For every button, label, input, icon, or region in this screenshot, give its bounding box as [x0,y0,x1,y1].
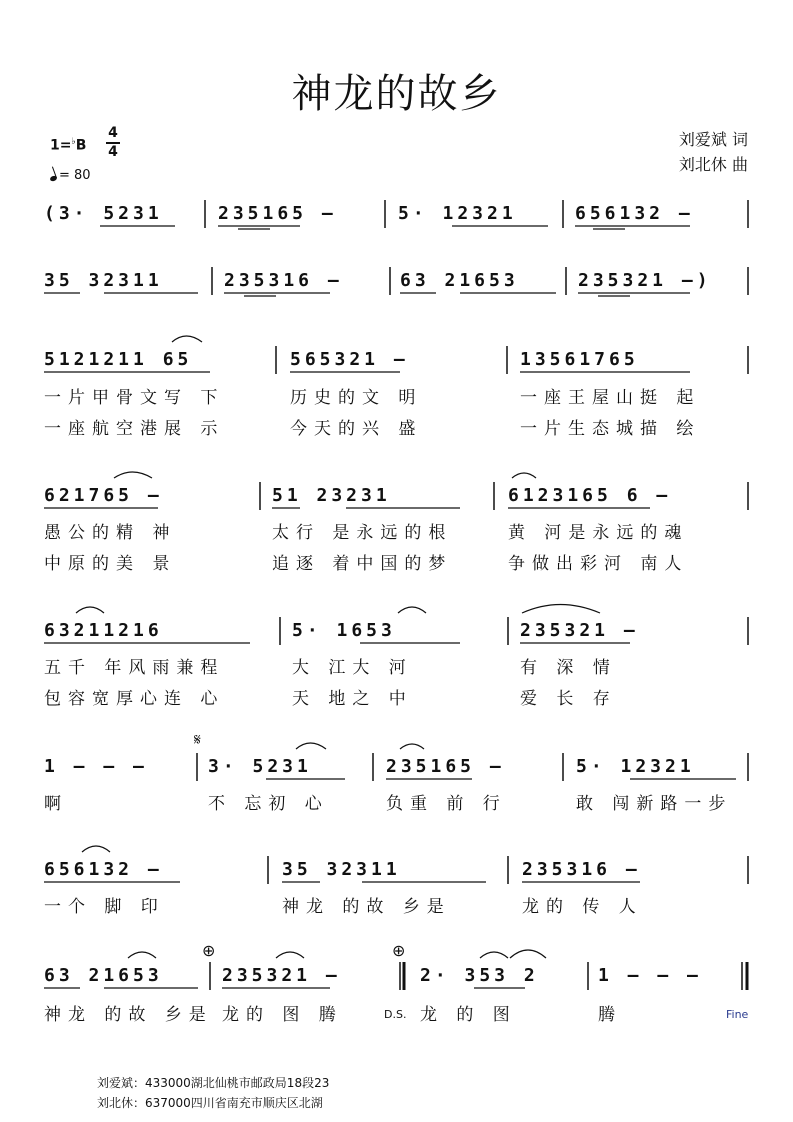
measure: 5· 1653 [292,620,396,641]
lyric: 一片生态城描 绘 [520,419,701,439]
measure: 235165 – [386,756,505,777]
lyric: 天 地之 中 [292,689,413,709]
lyric: 五千 年风雨兼程 [44,658,225,678]
lyric: 一个 脚 印 [44,897,165,917]
lyric: 愚公的精 神 [44,523,177,543]
coda-icon: ⊕ [392,941,406,960]
lyric: 历史的文 明 [290,388,423,408]
lyric: 一片甲骨文写 下 [44,388,225,408]
measure: 51 23231 [272,485,391,506]
lyric: 啊 [44,794,68,814]
measure: 656132 – [575,203,694,224]
measure: 621765 – [44,485,163,506]
time-signature: 4 4 [106,126,120,160]
measure: 235316 – [224,270,343,291]
measure: 13561765 [520,349,639,370]
lyric: 龙的 传 人 [522,897,643,917]
lyric: 腾 [598,1005,622,1025]
lyric: 中原的美 景 [44,554,177,574]
measure: 35 32311 [44,270,163,291]
measure: 35 32311 [282,859,401,880]
lyricist-address: 刘爱斌：433000湖北仙桃市邮政局18段23 [97,1076,330,1090]
segno-icon: 𝄋 [194,730,201,749]
da-segno-mark: D.S. [384,1008,407,1021]
measure: 3· 5231 [208,756,312,777]
lyric: 今天的兴 盛 [290,419,423,439]
measure: (3· 5231 [44,203,163,224]
measure: 6123165 6 – [508,485,672,506]
lyric: 有 深 情 [520,658,617,678]
lyric: 不 忘初 心 [208,794,329,814]
measure: 5· 12321 [576,756,695,777]
measure: 63 21653 [44,965,163,986]
measure: 235321 – [520,620,639,641]
lyric: 负重 前 行 [386,794,507,814]
measure: 656132 – [44,859,163,880]
lyric: 龙 的 图 [420,1005,517,1025]
measure: 63 21653 [400,270,519,291]
key-signature: 1=♭B [50,137,87,154]
measure: 235321 – [222,965,341,986]
measure: 235165 – [218,203,337,224]
lyric: 太行 是永远的根 [272,523,453,543]
lyricist-credit: 刘爱斌 词 [678,130,748,149]
lyric: 黄 河是永远的魂 [508,523,689,543]
lyric: 龙的 图 腾 [222,1005,343,1025]
lyric: 争做出彩河 南人 [508,554,689,574]
composer-credit: 刘北休 曲 [678,155,748,174]
measure: 2· 353 2 [420,965,539,986]
measure: 5121211 65 [44,349,193,370]
fine-mark: Fine [726,1008,749,1021]
tempo-marking: = 80 [50,168,91,183]
coda-icon: ⊕ [202,941,216,960]
measure: 235321 –) [578,270,712,291]
lyric: 一座航空港展 示 [44,419,225,439]
lyric: 爱 长 存 [520,689,617,709]
lyric: 追逐 着中国的梦 [272,554,453,574]
lyric: 一座王屋山挺 起 [520,388,701,408]
measure: 1 – – – [44,756,148,777]
lyric: 大 江大 河 [292,658,413,678]
measure: 235316 – [522,859,641,880]
lyric: 神龙 的故 乡是 [282,897,451,917]
measure: 5· 12321 [398,203,517,224]
measure: 63211216 [44,620,163,641]
lyric: 神龙 的故 乡是 [44,1005,213,1025]
lyric: 包容宽厚心连 心 [44,689,225,709]
measure: 565321 – [290,349,409,370]
lyric: 敢 闯新路一步 [576,794,733,814]
composer-address: 刘北休：637000四川省南充市顺庆区北湖 [97,1096,323,1110]
measure: 1 – – – [598,965,702,986]
page-title: 神龙的故乡 [291,71,502,117]
